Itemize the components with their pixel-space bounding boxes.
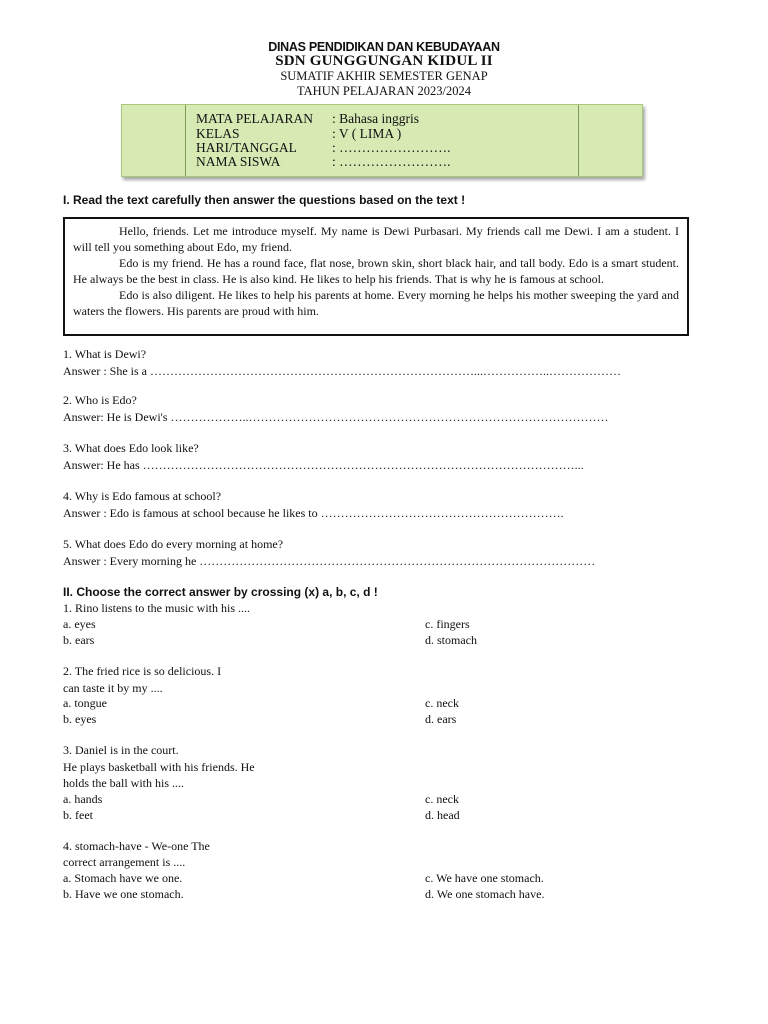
mc-question-3-option-c[interactable]: c. neck bbox=[425, 792, 459, 806]
info-label: KELAS bbox=[196, 126, 240, 141]
info-label: NAMA SISWA bbox=[196, 154, 281, 169]
mc-question-1-option-d[interactable]: d. stomach bbox=[425, 633, 477, 647]
essay-answer-line-1[interactable]: Answer : She is a ………………………………………………………………………...……………..……………… bbox=[63, 364, 621, 378]
mc-question-3-option-d[interactable]: d. head bbox=[425, 808, 460, 822]
mc-question-2-stem: 2. The fried rice is so delicious. I bbox=[63, 664, 222, 678]
mc-question-4-option-b[interactable]: b. Have we one stomach. bbox=[63, 887, 184, 901]
mc-question-2-option-a[interactable]: a. tongue bbox=[63, 696, 107, 710]
passage-paragraph: Edo is also diligent. He likes to help his parents at home. Every morning he helps his mother sweeping the yard and waters the flowers. His parents are proud with him. bbox=[73, 288, 679, 318]
passage-paragraph: Edo is my friend. He has a round face, flat nose, brown skin, short black hair, and tall body. Edo is a smart student. He always be the best in class. He is also kind. He likes to help his friends. That is why he is famous at school. bbox=[73, 256, 679, 286]
mc-question-1-option-b[interactable]: b. ears bbox=[63, 633, 95, 647]
mc-question-4-option-d[interactable]: d. We one stomach have. bbox=[425, 887, 545, 901]
essay-answer-line-3[interactable]: Answer: He has ………………………………………………………………………………………………... bbox=[63, 458, 584, 472]
info-row-subject bbox=[196, 111, 419, 126]
mc-question-3-option-b[interactable]: b. feet bbox=[63, 808, 93, 822]
mc-question-2-stem: can taste it by my .... bbox=[63, 681, 163, 695]
mc-question-2-option-d[interactable]: d. ears bbox=[425, 712, 457, 726]
info-value: : Bahasa inggris bbox=[332, 111, 419, 126]
agency-name: DINAS PENDIDIKAN DAN KEBUDAYAAN bbox=[268, 40, 500, 54]
mc-question-4-stem: 4. stomach-have - We-one The bbox=[63, 839, 210, 853]
reading-passage bbox=[63, 217, 689, 336]
essay-answer-line-4[interactable]: Answer : Edo is famous at school because he likes to ……………………………………………………. bbox=[63, 506, 564, 520]
info-value: : ……………………. bbox=[332, 154, 451, 169]
essay-question-5: 5. What does Edo do every morning at home? bbox=[63, 537, 284, 551]
mc-question-2-option-c[interactable]: c. neck bbox=[425, 696, 459, 710]
mc-question-4-option-a[interactable]: a. Stomach have we one. bbox=[63, 871, 183, 885]
essay-answer-line-2[interactable]: Answer: He is Dewi's ………………..……………………………………………………………………………… bbox=[63, 410, 609, 424]
mc-question-3-option-a[interactable]: a. hands bbox=[63, 792, 103, 806]
essay-answer-line-5[interactable]: Answer : Every morning he ……………………………………………………………………………………… bbox=[63, 554, 596, 568]
mc-question-4-option-c[interactable]: c. We have one stomach. bbox=[425, 871, 544, 885]
info-label: HARI/TANGGAL bbox=[196, 140, 297, 155]
section-2-title: II. Choose the correct answer by crossing (x) a, b, c, d ! bbox=[63, 585, 378, 599]
mc-question-3-stem: holds the ball with his .... bbox=[63, 776, 184, 790]
info-value: : ……………………. bbox=[332, 140, 451, 155]
academic-year: TAHUN PELAJARAN 2023/2024 bbox=[297, 84, 471, 98]
info-row-student-name bbox=[196, 154, 451, 169]
info-value: : V ( LIMA ) bbox=[332, 126, 402, 141]
info-row-date bbox=[196, 140, 451, 155]
mc-question-1-option-a[interactable]: a. eyes bbox=[63, 617, 96, 631]
essay-question-2: 2. Who is Edo? bbox=[63, 393, 137, 407]
essay-question-3: 3. What does Edo look like? bbox=[63, 441, 199, 455]
mc-question-4-stem: correct arrangement is .... bbox=[63, 855, 186, 869]
student-info-box bbox=[121, 104, 643, 177]
section-1-title: I. Read the text carefully then answer the questions based on the text ! bbox=[63, 193, 466, 207]
school-name: SDN GUNGGUNGAN KIDUL II bbox=[275, 53, 493, 69]
info-label: MATA PELAJARAN bbox=[196, 111, 314, 126]
mc-question-1-stem: 1. Rino listens to the music with his .... bbox=[63, 601, 251, 615]
essay-question-1: 1. What is Dewi? bbox=[63, 347, 147, 361]
passage-paragraph: Hello, friends. Let me introduce myself. My name is Dewi Purbasari. My friends call me Dewi. I am a student. I will tell you something about Edo, my friend. bbox=[73, 224, 679, 254]
mc-question-2-option-b[interactable]: b. eyes bbox=[63, 712, 97, 726]
mc-question-1-option-c[interactable]: c. fingers bbox=[425, 617, 470, 631]
info-row-class bbox=[196, 126, 401, 141]
mc-question-3-stem: 3. Daniel is in the court. bbox=[63, 743, 179, 757]
info-box-divider-right bbox=[578, 105, 579, 176]
info-box-divider-left bbox=[185, 105, 186, 176]
essay-question-4: 4. Why is Edo famous at school? bbox=[63, 489, 222, 503]
mc-question-3-stem: He plays basketball with his friends. He bbox=[63, 760, 255, 774]
exam-title: SUMATIF AKHIR SEMESTER GENAP bbox=[280, 69, 488, 83]
